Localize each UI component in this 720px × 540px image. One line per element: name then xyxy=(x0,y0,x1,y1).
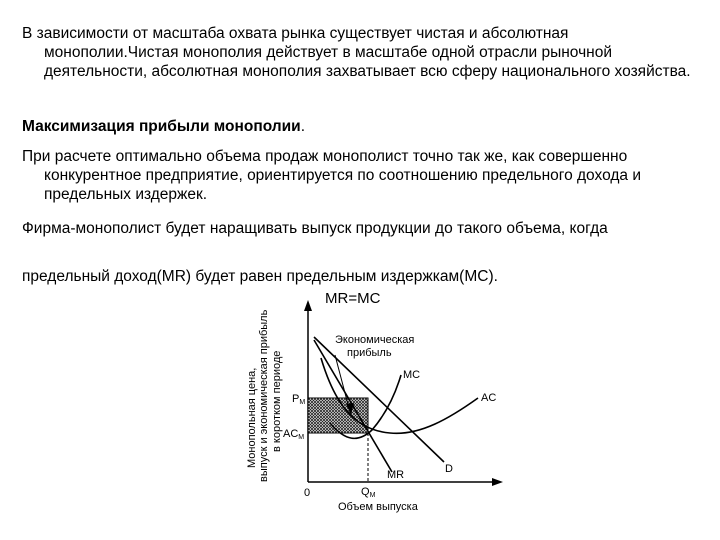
y-axis-label-2: выпуск и экономическая прибыль xyxy=(258,309,270,482)
paragraph-output-growth: Фирма-монополист будет наращивать выпуск продукции до такого объема, когда xyxy=(22,220,608,237)
profit-label-line-1: Экономическая xyxy=(335,334,415,346)
pm-label xyxy=(292,393,305,406)
acm-label xyxy=(283,428,304,441)
clipped-formula-text: MR=MC xyxy=(325,290,381,307)
paragraph-monopoly-types: В зависимости от масштаба охвата рынка существует чистая и абсолютная монополии.Чистая монополия действует в масштабе одной отрасли рыночной деятельности, абсолютная монополия захватывает всю сферу национального хозяйства. xyxy=(22,25,691,80)
ac-label: AC xyxy=(481,392,497,404)
pm-label-sub: M xyxy=(299,399,306,406)
mc-label: MC xyxy=(403,369,421,381)
x-axis-label: Объем выпуска xyxy=(338,501,418,513)
origin-label: 0 xyxy=(304,487,311,499)
mr-label: MR xyxy=(387,469,405,481)
d-label: D xyxy=(445,463,453,475)
profit-heading-tail: . xyxy=(300,118,306,135)
y-axis-label-1: Монопольная цена, xyxy=(246,367,258,468)
y-axis-label-3: в коротком периоде xyxy=(271,350,283,452)
profit-heading-bold: Максимизация прибыли монополии xyxy=(22,118,301,135)
profit-label-line-2: прибыль xyxy=(347,347,392,359)
acm-label-sub: M xyxy=(298,434,305,441)
y-axis-arrow xyxy=(304,300,312,311)
x-axis-arrow xyxy=(492,478,503,486)
qm-label-sub: M xyxy=(369,492,376,499)
acm-label-main: AC xyxy=(283,428,299,440)
qm-label-main: Q xyxy=(361,486,370,498)
paragraph-optimal-volume: При расчете оптимально объема продаж монополист точно так же, как совершенно конкурентное предприятие, ориентируется по соотношению предельного дохода и предельных издержек. xyxy=(22,148,641,203)
paragraph-mr-equals-mc: предельный доход(MR) будет равен предельным издержкам(MC). xyxy=(22,268,498,285)
pm-label-main: P xyxy=(292,393,300,405)
qm-label xyxy=(361,486,376,499)
